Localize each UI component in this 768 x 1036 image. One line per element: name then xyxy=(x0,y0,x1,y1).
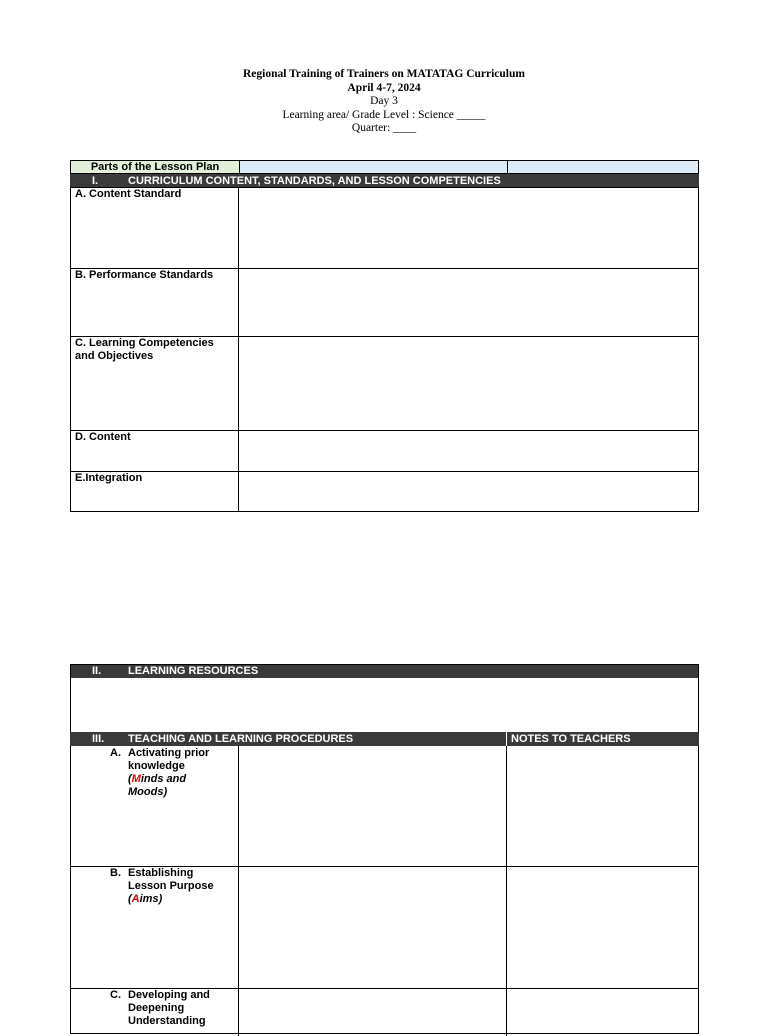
section-1-bar xyxy=(70,174,699,188)
lesson-plan-header-row xyxy=(70,160,699,174)
tag-open: ( xyxy=(128,893,132,905)
document-title: Regional Training of Trainers on MATATAG Curriculum xyxy=(243,68,525,80)
procedure-a-text xyxy=(128,747,228,799)
procedures-divider-1 xyxy=(238,746,239,1036)
header-blank-cell-1 xyxy=(240,161,508,173)
learning-competencies-label: C. Learning Competencies and Objectives xyxy=(75,337,214,362)
section-2-title: LEARNING RESOURCES xyxy=(128,665,259,677)
section-1-number: I. xyxy=(92,175,99,187)
learning-area-line: Learning area/ Grade Level : Science _____ xyxy=(282,108,486,121)
integration-label: E.Integration xyxy=(75,472,143,484)
procedure-b-text xyxy=(128,867,228,906)
section-3-title: TEACHING AND LEARNING PROCEDURES xyxy=(128,733,354,745)
header-blank-cell-2 xyxy=(508,161,698,173)
section-3-number: III. xyxy=(92,733,105,745)
tag-open: ( xyxy=(128,773,132,785)
content-standard-label: A. Content Standard xyxy=(75,188,182,200)
document-dates: April 4-7, 2024 xyxy=(347,81,421,94)
tag-highlight: M xyxy=(131,773,141,785)
procedures-table xyxy=(70,664,699,1034)
procedure-a-title: Activating prior knowledge xyxy=(128,747,210,772)
header-divider xyxy=(506,732,507,746)
quarter-line: Quarter: ____ xyxy=(351,122,417,134)
curriculum-divider xyxy=(238,187,239,512)
tag-rest: inds and Moods) xyxy=(128,773,187,798)
procedure-b-letter: B. xyxy=(110,867,121,879)
tag-rest: ims) xyxy=(139,893,163,905)
parts-header-cell: Parts of the Lesson Plan xyxy=(71,161,240,173)
content-label: D. Content xyxy=(75,431,131,443)
procedure-a-tag xyxy=(128,773,186,798)
procedure-a-letter: A. xyxy=(110,747,121,759)
procedures-divider-2 xyxy=(506,746,507,1036)
notes-to-teachers-header: NOTES TO TEACHERS xyxy=(511,733,631,745)
performance-standards-label: B. Performance Standards xyxy=(75,269,214,281)
section-3-bar xyxy=(70,732,699,746)
document-day: Day 3 xyxy=(370,95,398,107)
tag-highlight: A xyxy=(131,893,140,905)
document-header xyxy=(0,68,768,136)
section-1-title: CURRICULUM CONTENT, STANDARDS, AND LESSON COMPETENCIES xyxy=(128,175,501,187)
procedure-b-tag xyxy=(128,893,162,905)
section-2-number: II. xyxy=(92,665,102,677)
procedure-c-text: Developing and Deepening Understanding xyxy=(128,989,210,1027)
procedure-c-letter: C. xyxy=(110,989,121,1001)
procedure-b-title: Establishing Lesson Purpose xyxy=(128,867,214,892)
